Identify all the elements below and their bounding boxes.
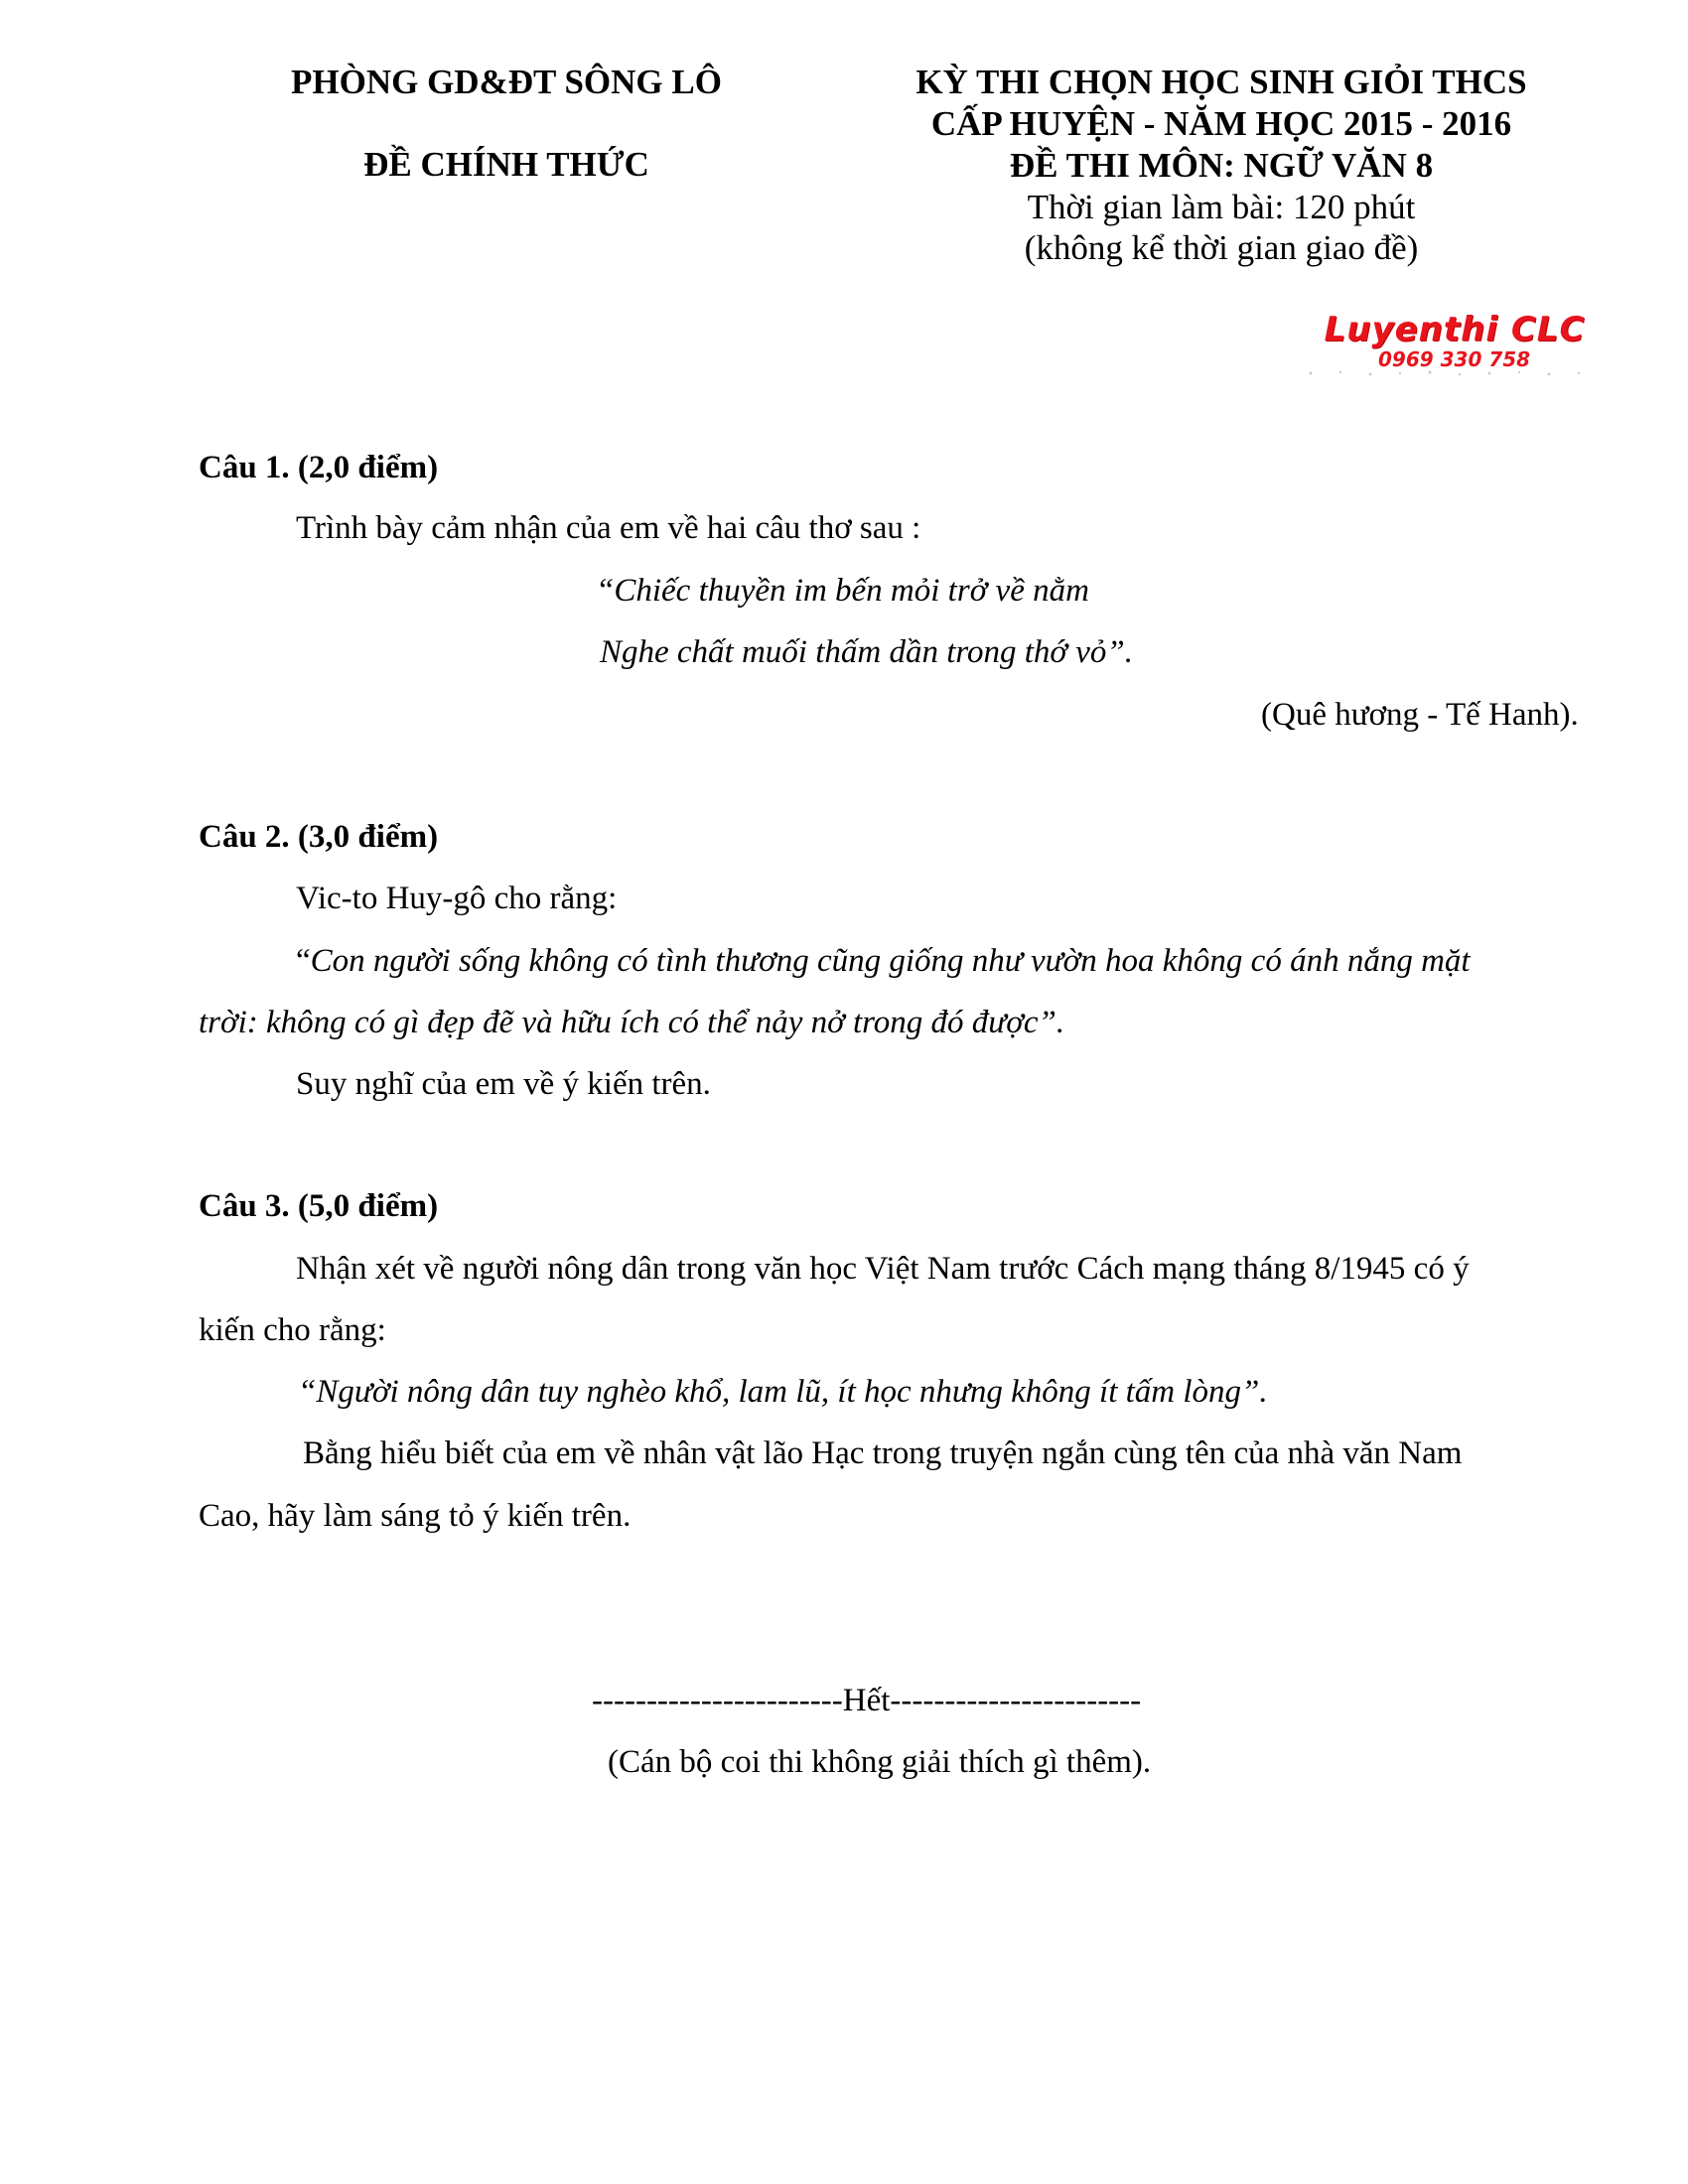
logo-name: Luyenthi CLC	[1324, 310, 1586, 349]
question-2-quote-line-1	[296, 941, 1471, 981]
question-3-task-line-1: Bằng hiểu biết của em về nhân vật lão Hạc trong truyện ngắn cùng tên của nhà văn Nam	[303, 1435, 1463, 1471]
exam-level-year: CẤP HUYỆN - NĂM HỌC 2015 - 2016	[930, 104, 1512, 143]
exam-subject: ĐỀ THI MÔN: NGỮ VĂN 8	[1009, 146, 1434, 185]
question-2-task: Suy nghĩ của em về ý kiến trên.	[296, 1066, 711, 1102]
exam-duration-note: (không kể thời gian giao đề)	[1024, 228, 1419, 267]
logo-phone: 0969 330 758	[1378, 347, 1531, 371]
question-1-verse-1: “Chiếc thuyền im bến mỏi trở về nằm	[596, 573, 1089, 609]
question-1-prompt: Trình bày cảm nhận của em về hai câu thơ sau :	[296, 510, 921, 546]
question-1-title: Câu 1. (2,0 điểm)	[199, 450, 439, 485]
official-exam-label: ĐỀ CHÍNH THỨC	[363, 145, 649, 184]
question-3-line-1: Nhận xét về người nông dân trong văn học Việt Nam trước Cách mạng tháng 8/1945 có ý	[296, 1251, 1470, 1287]
question-3-line-2: kiến cho rằng:	[199, 1312, 386, 1348]
quote-open-mark: “	[296, 943, 311, 979]
invigilator-note: (Cán bộ coi thi không giải thích gì thêm).	[608, 1744, 1152, 1780]
department-name: PHÒNG GD&ĐT SÔNG LÔ	[291, 63, 722, 101]
question-3-quote: “Người nông dân tuy nghèo khổ, lam lũ, ít học nhưng không ít tấm lòng”.	[298, 1374, 1268, 1410]
luyenthi-logo	[1291, 310, 1618, 379]
question-1-verse-2: Nghe chất muối thấm dần trong thớ vỏ”.	[600, 634, 1134, 670]
question-2-title: Câu 2. (3,0 điểm)	[199, 819, 439, 855]
logo-decoration-icon	[1301, 367, 1599, 379]
question-3-task-line-2: Cao, hãy làm sáng tỏ ý kiến trên.	[199, 1498, 632, 1534]
question-2-intro: Vic-to Huy-gô cho rằng:	[296, 881, 618, 916]
question-3-title: Câu 3. (5,0 điểm)	[199, 1188, 439, 1224]
question-1-source: (Quê hương - Tế Hanh).	[1261, 697, 1579, 733]
question-2-quote-line-2: trời: không có gì đẹp đẽ và hữu ích có thể nảy nở trong đó được”.	[199, 1005, 1065, 1040]
exam-title: KỲ THI CHỌN HỌC SINH GIỎI THCS	[915, 63, 1527, 101]
quote-text-1: Con người sống không có tình thương cũng giống như vườn hoa không có ánh nắng mặt	[310, 943, 1471, 979]
exam-duration: Thời gian làm bài: 120 phút	[1027, 188, 1416, 226]
end-of-exam-line: -----------------------Hết-----------------------	[592, 1683, 1142, 1718]
